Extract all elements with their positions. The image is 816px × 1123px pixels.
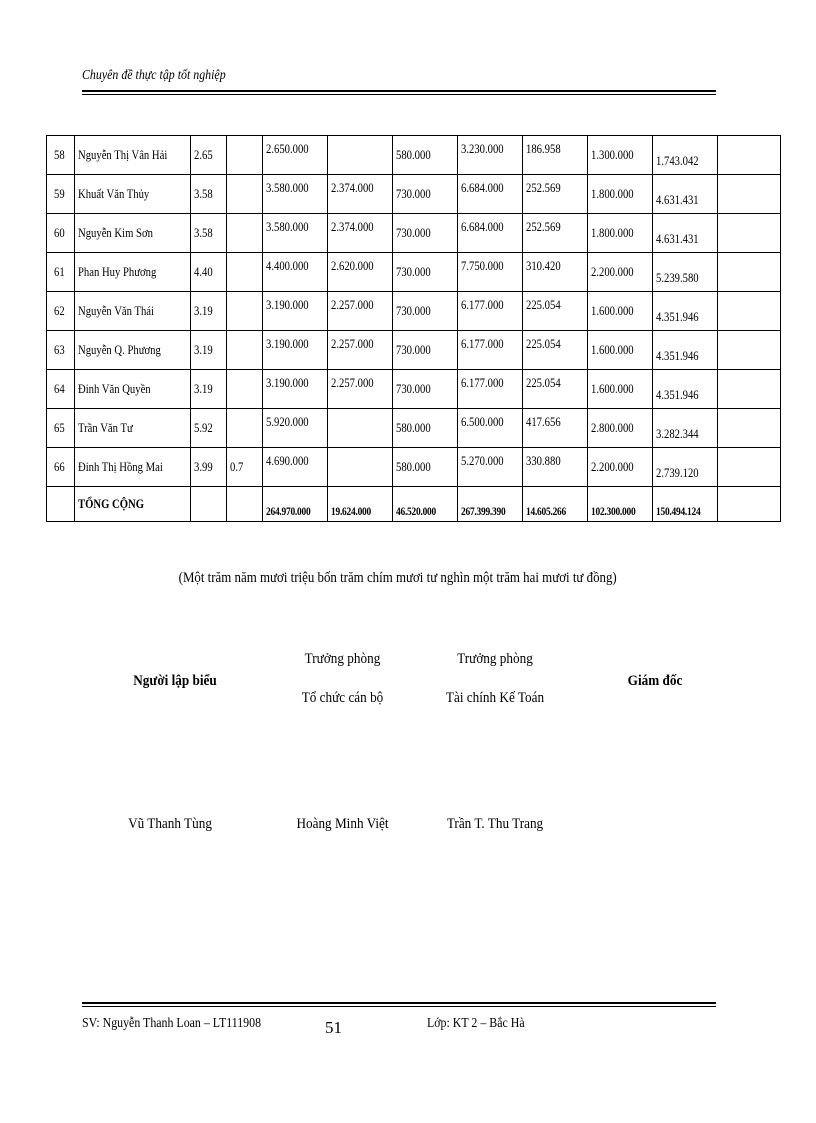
cell-tong: [457, 292, 522, 331]
cell-hs: [190, 292, 226, 331]
cell-text: 2.200.000: [590, 459, 634, 474]
cell-tam-ung: [587, 136, 652, 175]
cell-text: 4.631.431: [655, 231, 699, 246]
cell-text: 580.000: [395, 147, 431, 162]
cell-text: 1.800.000: [590, 225, 634, 240]
cell-text: 225.054: [525, 375, 561, 390]
cell-text: 730.000: [395, 225, 431, 240]
cell-an-ca: [392, 448, 457, 487]
cell-hs: [190, 136, 226, 175]
cell-luong: [262, 331, 327, 370]
cell-phucap: [327, 409, 392, 448]
cell-khau-tru: [522, 409, 587, 448]
cell-text: 310.420: [525, 258, 561, 273]
cell-khau-tru: [522, 370, 587, 409]
cell-khau-tru: [522, 331, 587, 370]
cell-luong: [262, 175, 327, 214]
cell-khau-tru: [522, 448, 587, 487]
table-row: [47, 292, 781, 331]
cell-text: 58: [54, 147, 65, 162]
cell-pc: [226, 175, 262, 214]
cell-tam-ung: [587, 292, 652, 331]
cell-text: 2.739.120: [655, 465, 699, 480]
cell-khau-tru: [522, 253, 587, 292]
cell-an-ca: [392, 409, 457, 448]
cell-name: [75, 253, 191, 292]
cell-hs: [190, 175, 226, 214]
cell-text: 252.569: [525, 180, 561, 195]
payroll-table: [46, 135, 781, 522]
page-header-title: Chuyên đề thực tập tốt nghiệp: [82, 68, 226, 83]
cell-empty: [717, 370, 780, 409]
cell-empty: [190, 487, 226, 522]
cell-khau-tru: [522, 292, 587, 331]
finance-name: Trần T. Thu Trang: [446, 816, 544, 832]
cell-text: 6.177.000: [460, 297, 504, 312]
cell-text: 1.743.042: [655, 153, 699, 168]
signature-finance: [420, 651, 570, 707]
cell-con-linh: [652, 292, 717, 331]
signature-finance-name: [420, 816, 570, 833]
cell-an-ca: [392, 253, 457, 292]
cell-con-linh: [652, 175, 717, 214]
cell-an-ca: [392, 292, 457, 331]
total-tong: [457, 487, 522, 522]
cell-stt: [47, 331, 75, 370]
cell-con-linh: [652, 448, 717, 487]
cell-text: 4.351.946: [655, 309, 699, 324]
cell-empty: [717, 487, 780, 522]
cell-text: Đinh Thị Hồng Mai: [78, 459, 163, 474]
cell-name: [75, 331, 191, 370]
cell-text: 3.99: [193, 459, 213, 474]
cell-tong: [457, 331, 522, 370]
signature-hr: [270, 651, 415, 707]
cell-text: 2.257.000: [330, 375, 374, 390]
cell-name: [75, 214, 191, 253]
total-con-linh: [652, 487, 717, 522]
cell-luong: [262, 409, 327, 448]
cell-text: 61: [54, 264, 65, 279]
signature-preparer: [110, 673, 240, 690]
cell-text: TỔNG CỘNG: [78, 496, 145, 511]
table-row: [47, 448, 781, 487]
cell-tam-ung: [587, 253, 652, 292]
cell-text: 1.800.000: [590, 186, 634, 201]
cell-text: 186.958: [525, 141, 561, 156]
cell-text: 5.92: [193, 420, 213, 435]
cell-text: 4.351.946: [655, 348, 699, 363]
cell-empty: [226, 487, 262, 522]
cell-text: 19.624.000: [330, 506, 371, 518]
cell-text: 5.239.580: [655, 270, 699, 285]
cell-stt: [47, 136, 75, 175]
signature-preparer-title: Người lập biểu: [133, 673, 217, 689]
cell-hs: [190, 214, 226, 253]
cell-tong: [457, 175, 522, 214]
cell-text: 3.580.000: [265, 219, 309, 234]
cell-text: 66: [54, 459, 65, 474]
footer-divider: [82, 1002, 716, 1007]
cell-con-linh: [652, 214, 717, 253]
cell-hs: [190, 409, 226, 448]
cell-text: 59: [54, 186, 65, 201]
amount-in-words-text: (Một trăm năm mươi triệu bốn trăm chím mươi tư nghìn một trăm hai mươi tư đồng): [178, 570, 618, 586]
cell-luong: [262, 136, 327, 175]
table-row: [47, 370, 781, 409]
cell-name: [75, 370, 191, 409]
table-row: [47, 409, 781, 448]
cell-text: 3.580.000: [265, 180, 309, 195]
cell-text: 580.000: [395, 459, 431, 474]
cell-luong: [262, 448, 327, 487]
cell-text: 3.190.000: [265, 297, 309, 312]
cell-khau-tru: [522, 136, 587, 175]
cell-pc: [226, 292, 262, 331]
payroll-table-body: [47, 136, 781, 522]
cell-text: 3.190.000: [265, 336, 309, 351]
cell-phucap: [327, 136, 392, 175]
cell-name: [75, 448, 191, 487]
footer-student: SV: Nguyễn Thanh Loan – LT111908: [82, 1016, 262, 1031]
cell-phucap: [327, 175, 392, 214]
total-label: [75, 487, 191, 522]
cell-con-linh: [652, 253, 717, 292]
cell-an-ca: [392, 214, 457, 253]
cell-text: 7.750.000: [460, 258, 504, 273]
cell-tong: [457, 448, 522, 487]
table-row: [47, 136, 781, 175]
cell-tong: [457, 253, 522, 292]
cell-phucap: [327, 331, 392, 370]
cell-tam-ung: [587, 409, 652, 448]
cell-tong: [457, 370, 522, 409]
table-row: [47, 175, 781, 214]
cell-text: 3.19: [193, 303, 213, 318]
cell-empty: [717, 448, 780, 487]
cell-text: 3.19: [193, 381, 213, 396]
cell-text: 4.690.000: [265, 453, 309, 468]
total-luong: [262, 487, 327, 522]
cell-text: 6.500.000: [460, 414, 504, 429]
cell-text: 4.631.431: [655, 192, 699, 207]
signature-preparer-name: [100, 816, 240, 833]
signature-finance-title1: Trưởng phòng: [457, 651, 533, 667]
cell-name: [75, 175, 191, 214]
cell-text: 417.656: [525, 414, 561, 429]
cell-tong: [457, 214, 522, 253]
cell-text: 252.569: [525, 219, 561, 234]
cell-empty: [717, 136, 780, 175]
cell-tam-ung: [587, 175, 652, 214]
cell-pc: [226, 409, 262, 448]
cell-text: 225.054: [525, 297, 561, 312]
cell-text: 0.7: [229, 459, 244, 474]
cell-text: 6.177.000: [460, 375, 504, 390]
cell-empty: [717, 214, 780, 253]
cell-tam-ung: [587, 370, 652, 409]
cell-stt: [47, 214, 75, 253]
cell-pc: [226, 448, 262, 487]
cell-pc: [226, 136, 262, 175]
cell-text: 2.650.000: [265, 141, 309, 156]
cell-text: 3.230.000: [460, 141, 504, 156]
cell-khau-tru: [522, 214, 587, 253]
cell-stt: [47, 409, 75, 448]
cell-text: 6.684.000: [460, 219, 504, 234]
cell-stt: [47, 175, 75, 214]
cell-luong: [262, 370, 327, 409]
cell-text: 150.494.124: [655, 506, 701, 518]
cell-text: 730.000: [395, 381, 431, 396]
total-khau-tru: [522, 487, 587, 522]
table-row: [47, 214, 781, 253]
cell-text: 4.351.946: [655, 387, 699, 402]
cell-text: 5.270.000: [460, 453, 504, 468]
cell-phucap: [327, 253, 392, 292]
cell-stt: [47, 370, 75, 409]
cell-text: Đinh Văn Quyền: [78, 381, 151, 396]
table-row: [47, 331, 781, 370]
cell-text: Phan Huy Phương: [78, 264, 157, 279]
total-phucap: [327, 487, 392, 522]
cell-pc: [226, 331, 262, 370]
cell-text: Nguyễn Q. Phương: [78, 342, 161, 357]
cell-text: Trần Văn Tư: [78, 420, 133, 435]
cell-hs: [190, 448, 226, 487]
cell-text: 46.520.000: [395, 506, 436, 518]
cell-text: 730.000: [395, 264, 431, 279]
cell-text: 4.400.000: [265, 258, 309, 273]
cell-name: [75, 136, 191, 175]
cell-text: Nguyễn Thị Vân Hải: [78, 147, 168, 162]
cell-text: 1.600.000: [590, 303, 634, 318]
cell-text: 2.257.000: [330, 336, 374, 351]
signature-hr-name: [270, 816, 415, 833]
cell-phucap: [327, 370, 392, 409]
cell-text: Nguyễn Kim Sơn: [78, 225, 153, 240]
cell-pc: [226, 253, 262, 292]
cell-an-ca: [392, 136, 457, 175]
cell-text: 102.300.000: [590, 506, 636, 518]
cell-text: 4.40: [193, 264, 213, 279]
cell-text: 3.19: [193, 342, 213, 357]
cell-text: 60: [54, 225, 65, 240]
cell-text: 2.374.000: [330, 180, 374, 195]
header-divider: [82, 90, 716, 95]
cell-text: 1.300.000: [590, 147, 634, 162]
cell-text: 6.177.000: [460, 336, 504, 351]
cell-stt: [47, 448, 75, 487]
cell-empty: [717, 331, 780, 370]
cell-text: 6.684.000: [460, 180, 504, 195]
cell-empty: [717, 175, 780, 214]
cell-pc: [226, 370, 262, 409]
cell-text: 2.620.000: [330, 258, 374, 273]
cell-text: 730.000: [395, 186, 431, 201]
cell-text: 65: [54, 420, 65, 435]
cell-text: 2.374.000: [330, 219, 374, 234]
cell-con-linh: [652, 331, 717, 370]
cell-text: 3.282.344: [655, 426, 699, 441]
cell-hs: [190, 331, 226, 370]
cell-con-linh: [652, 136, 717, 175]
total-row: [47, 487, 781, 522]
cell-text: 580.000: [395, 420, 431, 435]
cell-text: Khuất Văn Thủy: [78, 186, 150, 201]
hr-name: Hoàng Minh Việt: [296, 816, 389, 832]
cell-hs: [190, 370, 226, 409]
cell-text: 3.58: [193, 186, 213, 201]
cell-text: 5.920.000: [265, 414, 309, 429]
cell-text: 1.600.000: [590, 342, 634, 357]
cell-text: 225.054: [525, 336, 561, 351]
cell-hs: [190, 253, 226, 292]
signature-hr-title1: Trưởng phòng: [304, 651, 381, 667]
cell-an-ca: [392, 175, 457, 214]
cell-text: 730.000: [395, 342, 431, 357]
cell-tam-ung: [587, 331, 652, 370]
cell-tam-ung: [587, 448, 652, 487]
cell-text: 330.880: [525, 453, 561, 468]
cell-empty: [717, 409, 780, 448]
cell-tam-ung: [587, 214, 652, 253]
cell-text: 264.970.000: [265, 506, 311, 518]
cell-text: Nguyễn Văn Thái: [78, 303, 154, 318]
cell-text: 267.399.390: [460, 506, 506, 518]
cell-stt: [47, 253, 75, 292]
cell-text: 3.190.000: [265, 375, 309, 390]
cell-text: 730.000: [395, 303, 431, 318]
cell-phucap: [327, 214, 392, 253]
footer-class: Lớp: KT 2 – Bắc Hà: [427, 1016, 525, 1031]
table-row: [47, 253, 781, 292]
cell-text: 2.800.000: [590, 420, 634, 435]
cell-empty: [717, 253, 780, 292]
cell-text: 64: [54, 381, 65, 396]
signature-finance-title2: Tài chính Kế Toán: [445, 690, 545, 706]
cell-phucap: [327, 292, 392, 331]
cell-khau-tru: [522, 175, 587, 214]
cell-text: 63: [54, 342, 65, 357]
signature-hr-title2: Tổ chức cán bộ: [301, 690, 384, 706]
cell-empty: [47, 487, 75, 522]
cell-con-linh: [652, 370, 717, 409]
cell-pc: [226, 214, 262, 253]
cell-con-linh: [652, 409, 717, 448]
total-tam-ung: [587, 487, 652, 522]
cell-luong: [262, 253, 327, 292]
cell-luong: [262, 214, 327, 253]
cell-text: 2.65: [193, 147, 213, 162]
cell-text: 14.605.266: [525, 506, 566, 518]
cell-stt: [47, 292, 75, 331]
cell-text: 62: [54, 303, 65, 318]
cell-name: [75, 292, 191, 331]
cell-an-ca: [392, 370, 457, 409]
cell-text: 2.200.000: [590, 264, 634, 279]
page-number: 51: [325, 1018, 342, 1037]
amount-in-words: [0, 570, 796, 587]
cell-luong: [262, 292, 327, 331]
signature-director: [600, 673, 710, 690]
preparer-name: Vũ Thanh Tùng: [128, 816, 212, 832]
cell-name: [75, 409, 191, 448]
cell-tong: [457, 136, 522, 175]
cell-text: 1.600.000: [590, 381, 634, 396]
cell-tong: [457, 409, 522, 448]
cell-empty: [717, 292, 780, 331]
total-an-ca: [392, 487, 457, 522]
cell-text: 3.58: [193, 225, 213, 240]
cell-an-ca: [392, 331, 457, 370]
cell-phucap: [327, 448, 392, 487]
signature-director-title: Giám đốc: [627, 673, 683, 689]
cell-text: 2.257.000: [330, 297, 374, 312]
